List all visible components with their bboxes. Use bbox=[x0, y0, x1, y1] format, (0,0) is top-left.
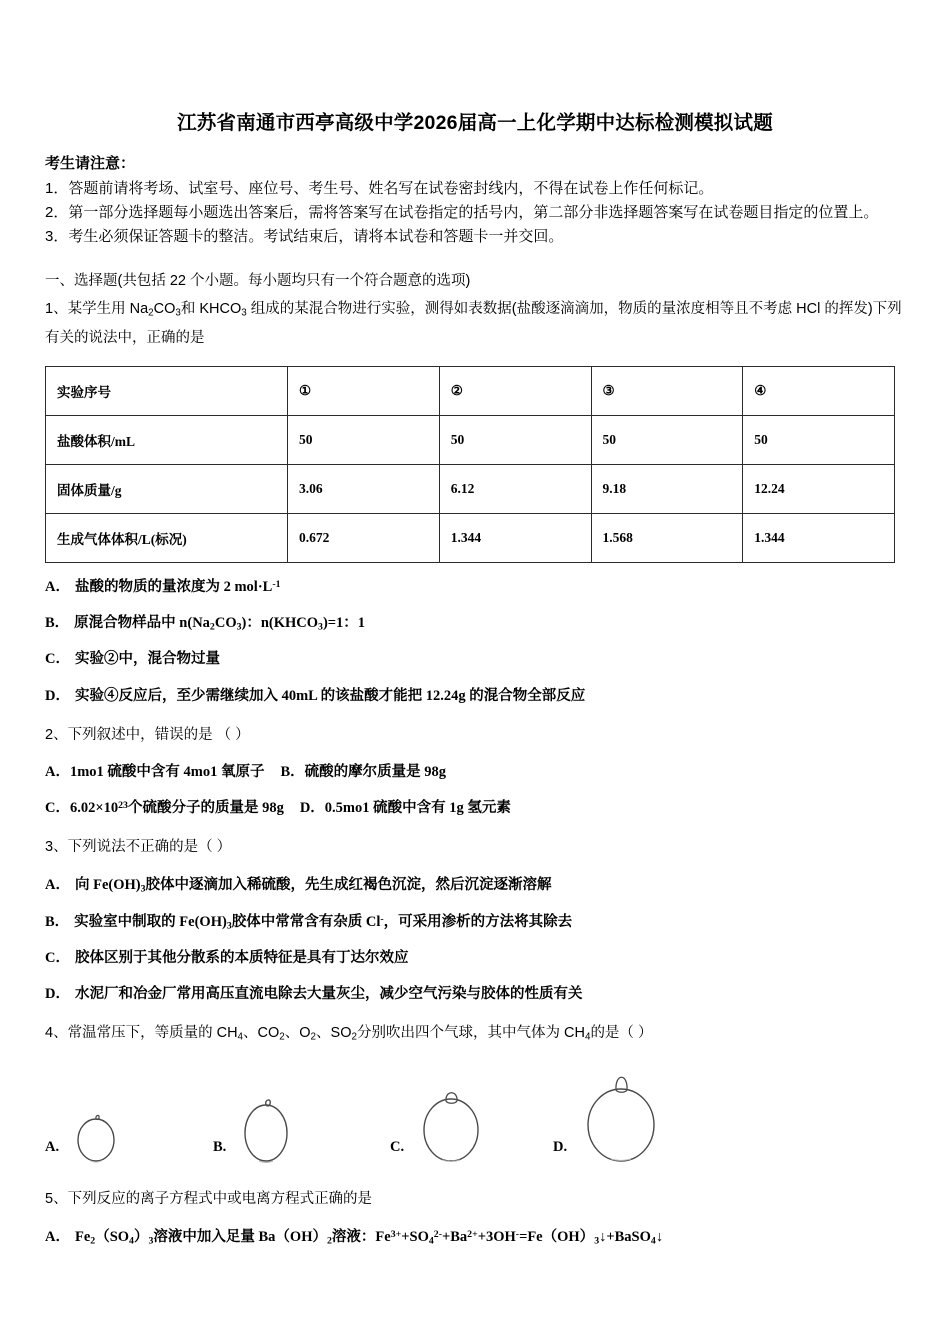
option-label: D. bbox=[553, 1138, 568, 1155]
table-row bbox=[46, 513, 895, 562]
notice-item-1: 1．答题前请将考场、试室号、座位号、考生号、姓名写在试卷密封线内，不得在试卷上作任何标记。 bbox=[45, 179, 714, 197]
option-label: A． bbox=[45, 1229, 70, 1246]
option-label: C． bbox=[45, 949, 70, 966]
table-cell: 1.344 bbox=[743, 513, 895, 562]
question-1-option-d: D． 实验④反应后，至少需继续加入 40mL 的该盐酸才能把 12.24g 的混合物全部反应 bbox=[45, 687, 586, 704]
table-row-header: 盐酸体积/mL bbox=[46, 415, 288, 464]
table-cell: 50 bbox=[288, 415, 440, 464]
question-5-stem: 5、下列反应的离子方程式中或电离方程式正确的是 bbox=[45, 1190, 373, 1207]
question-1-option-a: A． 盐酸的物质的量浓度为 2 $mol\cdot L^{-1}$ bbox=[45, 578, 281, 595]
balloon-option-d bbox=[553, 1064, 663, 1164]
option-label: C. bbox=[390, 1138, 405, 1155]
table-cell: 50 bbox=[743, 415, 895, 464]
question-5-option-a: A． $Fe_2(SO_4)_3$溶液中加入足量 $Ba(OH)_2$溶液：$Fe^{3+}+SO_4^{2-}+Ba^{2+}+3OH^-=Fe(OH)_3↓+BaSO_4↓$ bbox=[45, 1229, 664, 1247]
option-label: D． bbox=[45, 687, 70, 704]
option-label: B． bbox=[45, 615, 70, 632]
table-cell: 50 bbox=[439, 415, 591, 464]
question-1-option-b: B． 原混合物样品中 $n(Na_2CO_3)$：$n(KHCO_3)=1$：1 bbox=[45, 615, 366, 633]
table-cell: 9.18 bbox=[591, 464, 743, 513]
notice-item-2: 2．第一部分选择题每小题选出答案后，需将答案写在试卷指定的括号内，第二部分非选择题答案写在试卷题目指定的位置上。 bbox=[45, 204, 879, 222]
question-2-option-c: C．$6.02\times 10^{23}$个硫酸分子的质量是 98g bbox=[45, 799, 284, 816]
option-label: A. bbox=[45, 1138, 60, 1155]
table-row bbox=[46, 464, 895, 513]
question-3-option-a: A． 向 $Fe(OH)_3$胶体中逐滴加入稀硫酸，先生成红褐色沉淀，然后沉淀逐渐溶解 bbox=[45, 877, 552, 895]
table-row-header: 生成气体体积/L(标况) bbox=[46, 513, 288, 562]
question-2-option-d: D．0.5mo1 硫酸中含有 1g 氢元素 bbox=[299, 799, 511, 816]
option-label: B． bbox=[45, 913, 70, 930]
option-label: A． bbox=[45, 877, 70, 894]
notice-heading: 考生请注意： bbox=[45, 155, 136, 173]
balloon-option-c bbox=[390, 1080, 486, 1164]
balloon-illustration-row bbox=[45, 1054, 905, 1172]
question-2-options-cd bbox=[45, 797, 905, 820]
table-cell: 0.672 bbox=[288, 513, 440, 562]
page-content bbox=[45, 0, 905, 1250]
option-label: D． bbox=[45, 986, 70, 1003]
question-3-option-d: D． 水泥厂和冶金厂常用高压直流电除去大量灰尘，减少空气污染与胶体的性质有关 bbox=[45, 986, 583, 1003]
table-cell: ② bbox=[439, 366, 591, 415]
question-2-option-a: A．1mo1 硫酸中含有 4mo1 氧原子 bbox=[45, 764, 265, 781]
question-3-option-c: C． 胶体区别于其他分散系的本质特征是具有丁达尔效应 bbox=[45, 949, 409, 966]
question-2-option-b: B．硫酸的摩尔质量是 98g bbox=[280, 764, 447, 781]
table-cell: 1.344 bbox=[439, 513, 591, 562]
balloon-icon-d bbox=[579, 1064, 663, 1164]
question-2-options-ab bbox=[45, 761, 905, 784]
table-cell: 50 bbox=[591, 415, 743, 464]
table-cell: 3.06 bbox=[288, 464, 440, 513]
table-cell: ④ bbox=[743, 366, 895, 415]
balloon-icon-a bbox=[71, 1104, 121, 1164]
option-label: A． bbox=[45, 578, 70, 595]
balloon-option-a bbox=[45, 1104, 121, 1164]
page-title: 江苏省南通市西亭高级中学2026届高一上化学期中达标检测模拟试题 bbox=[177, 112, 773, 134]
table-row bbox=[46, 415, 895, 464]
table-cell: ① bbox=[288, 366, 440, 415]
table-cell: 1.568 bbox=[591, 513, 743, 562]
table-cell: 12.24 bbox=[743, 464, 895, 513]
notice-item-3: 3．考生必须保证答题卡的整洁。考试结束后，请将本试卷和答题卡一并交回。 bbox=[45, 228, 564, 246]
table-row-header: 固体质量/g bbox=[46, 464, 288, 513]
question-2-stem: 2、下列叙述中，错误的是 （ ） bbox=[45, 726, 250, 743]
experiment-data-table bbox=[45, 366, 895, 563]
table-cell: 6.12 bbox=[439, 464, 591, 513]
question-1-option-c: C． 实验②中，混合物过量 bbox=[45, 651, 220, 668]
balloon-option-b bbox=[213, 1092, 294, 1164]
question-4-stem: 4、常温常压下，等质量的 $CH_4$、$CO_2$、$O_2$、$SO_2$分别吹出四个气球，其中气体为 $CH_4$的是（ ） bbox=[45, 1025, 653, 1043]
question-1-stem: 1、某学生用 $Na_2CO_3$和 $KHCO_3$ 组成的某混合物进行实验，测得如表数据(盐酸逐滴滴加，物质的量浓度相等且不考虑 HCl 的挥发)下列有关的说法中，正确的是 bbox=[45, 301, 902, 346]
question-3-stem: 3、下列说法不正确的是（ ） bbox=[45, 838, 232, 855]
balloon-icon-c bbox=[416, 1080, 486, 1164]
table-row-header: 实验序号 bbox=[46, 366, 288, 415]
question-3-option-b: B． 实验室中制取的 $Fe(OH)_3$胶体中常常含有杂质 Cl-，可采用渗析的方法将其除去 bbox=[45, 913, 573, 932]
section-heading: 一、选择题(共包括 22 个小题。每小题均只有一个符合题意的选项) bbox=[45, 272, 471, 289]
option-label: C． bbox=[45, 651, 70, 668]
table-cell: ③ bbox=[591, 366, 743, 415]
option-label: B. bbox=[213, 1138, 227, 1155]
table-row bbox=[46, 366, 895, 415]
balloon-icon-b bbox=[238, 1092, 294, 1164]
